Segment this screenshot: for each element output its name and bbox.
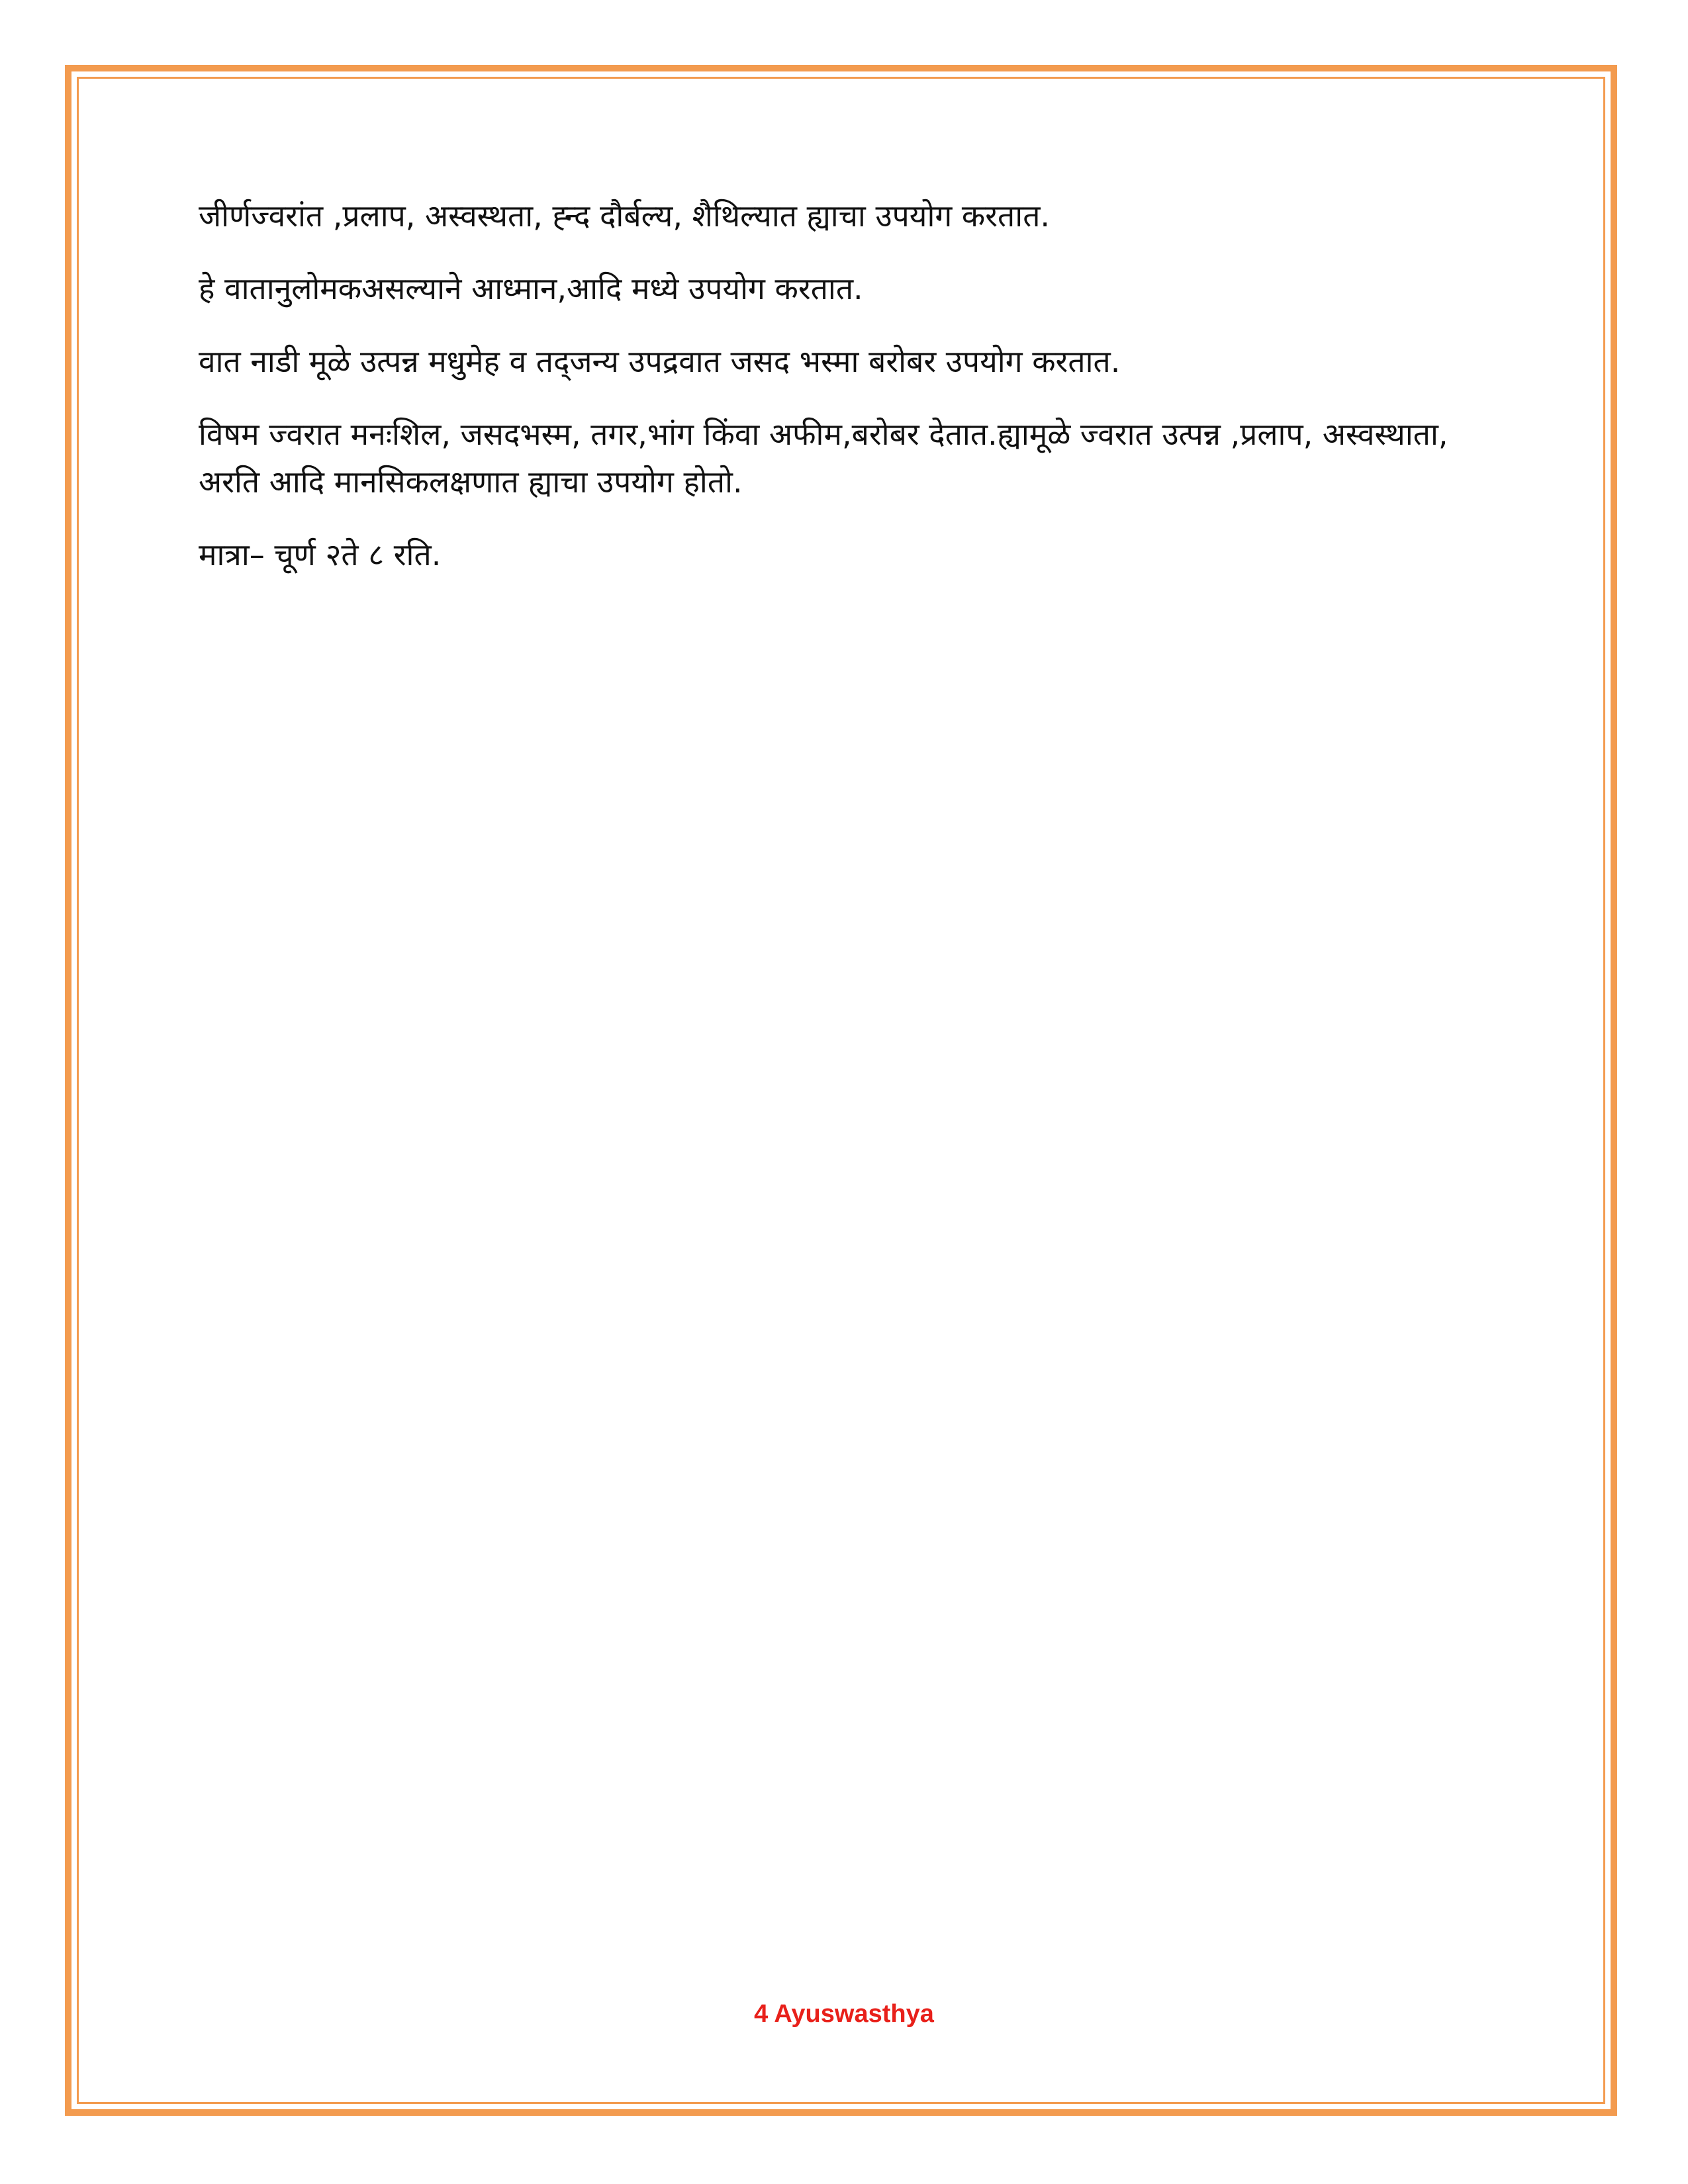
paragraph-2: हे वातानुलोमकअसल्याने आध्मान,आदि मध्ये उपयोग करतात. [199,271,863,306]
page-footer: 4 Ayuswasthya [754,2000,934,2028]
paragraph-3: वात नाडी मूळे उत्पन्न मधुमेह व तद्जन्य उपद्रवात जसद भस्मा बरोबर उपयोग करतात. [199,343,1121,379]
paragraph-1: जीर्णज्वरांत ,प्रलाप, अस्वस्थता, ह्न्द दौर्बल्य, शैथिल्यात ह्याचा उपयोग करतात. [199,198,1051,234]
paragraph-dosage: मात्रा– चूर्ण २ते ८ रति. [199,537,442,572]
paragraph-4: विषम ज्वरात मनःशिल, जसदभस्म, तगर,भांग किंवा अफीम,बरोबर देतात.ह्यामूळे ज्वरात उत्पन्न ,प्रलाप, अस्वस्थाता, अरति आदि मानसिकलक्षणात ह्याचा उपयोग होतो. [199,416,1448,500]
document-body [199,192,1496,604]
